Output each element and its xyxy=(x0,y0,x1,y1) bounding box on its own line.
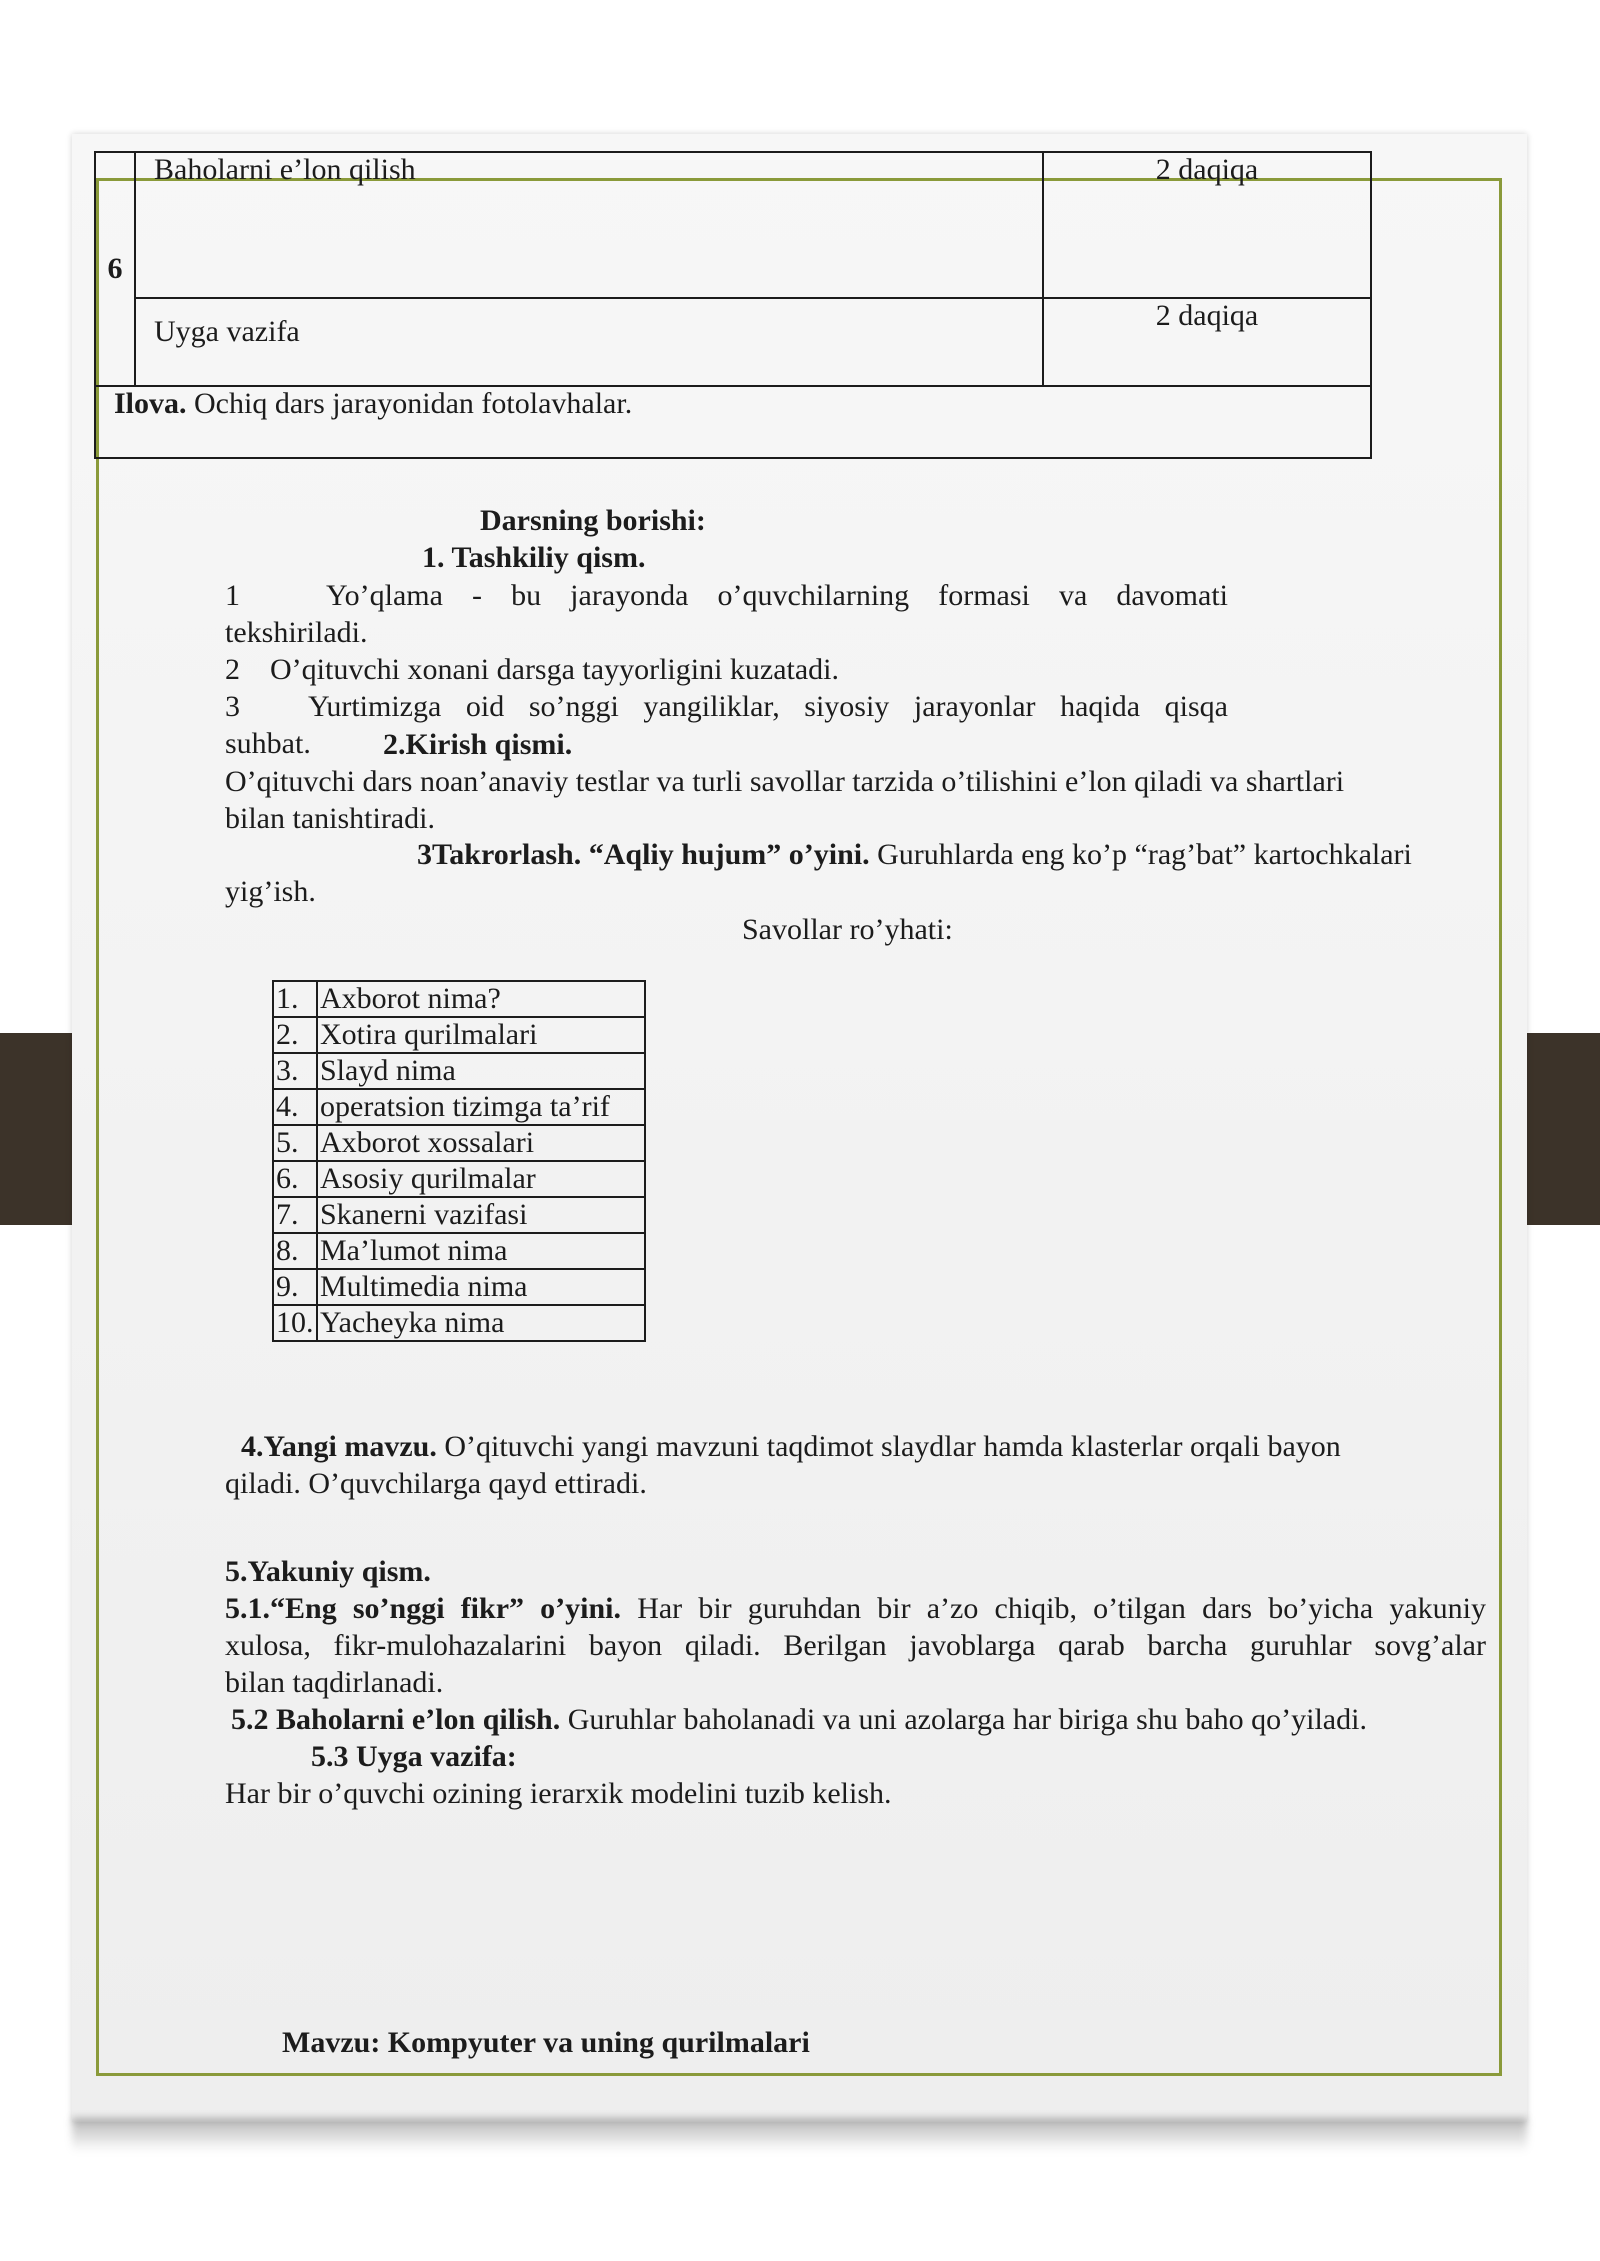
table-row xyxy=(273,981,645,1017)
item3-number: 3 xyxy=(225,690,240,723)
time-cell: 2 daqiqa xyxy=(1043,298,1371,386)
item1-text: Yo’qlama - bu jarayonda o’quvchilarning formasi va davomati xyxy=(326,579,1228,612)
question-number: 10. xyxy=(273,1305,317,1341)
part4-title: 4.Yangi mavzu. xyxy=(241,1430,437,1463)
table-row xyxy=(95,152,1371,298)
part5-3-title: 5.3 Uyga vazifa: xyxy=(311,1740,517,1773)
table-row xyxy=(273,1233,645,1269)
part5-1-line1 xyxy=(225,1590,1486,1627)
question-text: Ma’lumot nima xyxy=(317,1233,645,1269)
part2-line2: bilan tanishtiradi. xyxy=(225,802,435,835)
part5-1-line3: bilan taqdirlanadi. xyxy=(225,1666,444,1699)
questions-table xyxy=(272,980,646,1342)
page-shadow xyxy=(72,2118,1527,2152)
question-text: Multimedia nima xyxy=(317,1269,645,1305)
part5-1-text: Har bir guruhdan bir a’zo chiqib, o’tilgan dars bo’yicha yakuniy xyxy=(621,1592,1486,1625)
part5-3-text: Har bir o’quvchi ozining ierarxik modelini tuzib kelish. xyxy=(225,1777,892,1810)
schedule-table xyxy=(94,151,1372,459)
question-text: Xotira qurilmalari xyxy=(317,1017,645,1053)
part4-line xyxy=(241,1428,1341,1465)
appendix-text: Ochiq dars jarayonidan fotolavhalar. xyxy=(194,387,633,420)
part4-text: O’qituvchi yangi mavzuni taqdimot slaydlar hamda klasterlar orqali bayon xyxy=(436,1430,1341,1463)
question-text: Slayd nima xyxy=(317,1053,645,1089)
part3-text: Guruhlarda eng ko’p “rag’bat” kartochkalari xyxy=(869,838,1412,871)
activity-cell: Baholarni e’lon qilish xyxy=(135,152,1043,298)
question-text: Axborot xossalari xyxy=(317,1125,645,1161)
question-text: operatsion tizimga ta’rif xyxy=(317,1089,645,1125)
item3-text: Yurtimizga oid so’nggi yangiliklar, siyosiy jarayonlar haqida qisqa xyxy=(308,690,1228,723)
part5-2-title: 5.2 Baholarni e’lon qilish. xyxy=(231,1703,561,1736)
part1-title: 1. Tashkiliy qism. xyxy=(422,541,646,574)
question-text: Skanerni vazifasi xyxy=(317,1197,645,1233)
table-row xyxy=(273,1125,645,1161)
item1-continuation: tekshiriladi. xyxy=(225,616,368,649)
question-number: 5. xyxy=(273,1125,317,1161)
table-row xyxy=(273,1161,645,1197)
item2-text: 2 O’qituvchi xonani darsga tayyorligini kuzatadi. xyxy=(225,653,840,686)
table-row xyxy=(273,1269,645,1305)
part3-continuation: yig’ish. xyxy=(225,875,316,908)
part2-title: 2.Kirish qismi. xyxy=(383,728,573,761)
questions-title: Savollar ro’yhati: xyxy=(742,913,953,946)
item3-continuation: suhbat. xyxy=(225,727,311,760)
question-number: 8. xyxy=(273,1233,317,1269)
part5-2-line xyxy=(231,1701,1367,1738)
part5-title: 5.Yakuniy qism. xyxy=(225,1555,431,1588)
appendix-label: Ilova. xyxy=(114,387,187,420)
footer-topic: Mavzu: Kompyuter va uning qurilmalari xyxy=(282,2026,810,2059)
part5-1-title: 5.1.“Eng so’nggi fikr” o’yini. xyxy=(225,1592,622,1625)
part3-line xyxy=(417,836,1412,873)
appendix-cell xyxy=(95,386,1371,458)
question-number: 3. xyxy=(273,1053,317,1089)
question-number: 2. xyxy=(273,1017,317,1053)
lesson-heading: Darsning borishi: xyxy=(480,504,706,537)
part3-title: 3Takrorlash. “Aqliy hujum” o’yini. xyxy=(417,838,870,871)
time-cell: 2 daqiqa xyxy=(1043,152,1371,298)
question-number: 4. xyxy=(273,1089,317,1125)
part2-line1: O’qituvchi dars noan’anaviy testlar va turli savollar tarzida o’tilishini e’lon qiladi va shartlari xyxy=(225,765,1345,798)
table-row xyxy=(273,1305,645,1341)
table-row xyxy=(273,1053,645,1089)
question-number: 6. xyxy=(273,1161,317,1197)
question-text: Asosiy qurilmalar xyxy=(317,1161,645,1197)
question-number: 1. xyxy=(273,981,317,1017)
table-row xyxy=(95,386,1371,458)
part5-1-line2: xulosa, fikr-mulohazalarini bayon qiladi. Berilgan javoblarga qarab barcha guruhlar sovg’alar xyxy=(225,1629,1486,1662)
step-number: 6 xyxy=(95,152,135,386)
question-text: Yacheyka nima xyxy=(317,1305,645,1341)
table-row xyxy=(273,1017,645,1053)
activity-cell: Uyga vazifa xyxy=(135,298,1043,386)
item1-number: 1 xyxy=(225,579,240,612)
part5-2-text: Guruhlar baholanadi va uni azolarga har biriga shu baho qo’yiladi. xyxy=(560,1703,1367,1736)
table-row xyxy=(95,298,1371,386)
part4-continuation: qiladi. O’quvchilarga qayd ettiradi. xyxy=(225,1467,647,1500)
table-row xyxy=(273,1089,645,1125)
question-text: Axborot nima? xyxy=(317,981,645,1017)
question-number: 9. xyxy=(273,1269,317,1305)
question-number: 7. xyxy=(273,1197,317,1233)
table-row xyxy=(273,1197,645,1233)
